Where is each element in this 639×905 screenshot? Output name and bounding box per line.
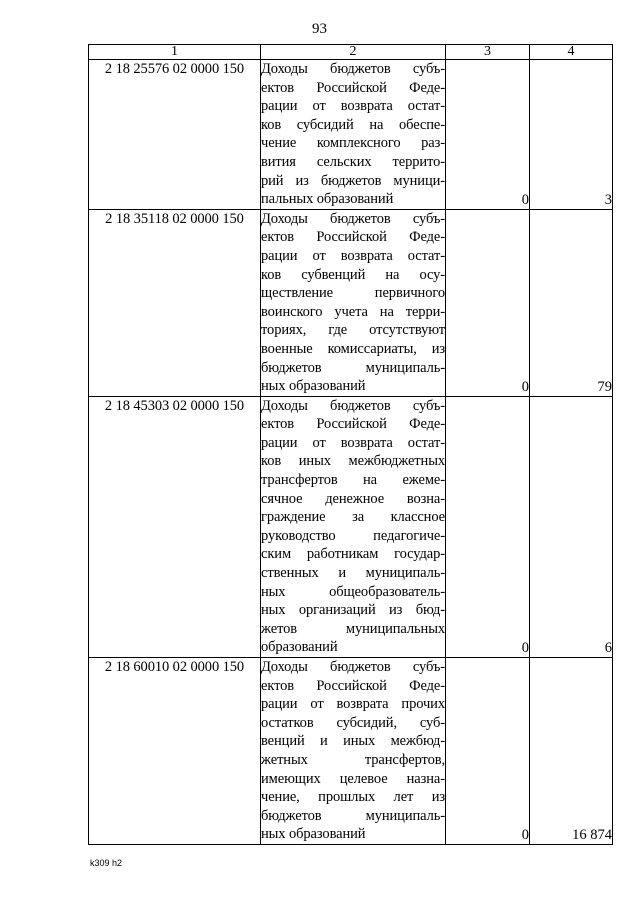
revenue-description [261, 658, 446, 845]
description-line: образований [261, 639, 338, 656]
description-line: Доходы бюджетов субъ- [261, 659, 445, 675]
description-line: трансфертов на ежеме- [261, 472, 445, 489]
description-line: венций и иных межбюд- [261, 733, 445, 750]
column-3-value: 0 [446, 209, 530, 396]
revenue-description [261, 60, 446, 210]
description-line: ществление первичного [261, 285, 445, 302]
description-line: чение комплексного раз- [261, 135, 445, 152]
revenue-code: 2 18 35118 02 0000 150 [89, 209, 261, 396]
table-row [89, 658, 613, 845]
description-line: пальных образований [261, 191, 394, 208]
column-header-3: 3 [446, 45, 530, 60]
column-4-value: 79 [530, 209, 613, 396]
budget-table [88, 44, 613, 845]
column-header-4: 4 [530, 45, 613, 60]
description-line: ков иных межбюджетных [261, 453, 445, 470]
description-line: рий из бюджетов муници- [261, 172, 445, 189]
description-line: ков субсидий на обеспе- [261, 116, 445, 133]
description-line: ектов Российской Феде- [261, 79, 445, 96]
column-3-value: 0 [446, 658, 530, 845]
description-line: рации от возврата остат- [261, 98, 445, 115]
description-line: ственных и муниципаль- [261, 565, 445, 582]
description-line: ных образований [261, 378, 366, 395]
description-line: рации от возврата прочих [261, 696, 445, 713]
description-line: бюджетов муниципаль- [261, 359, 445, 376]
description-line: остатков субсидий, суб- [261, 714, 445, 731]
description-line: имеющих целевое назна- [261, 770, 445, 787]
description-line: рации от возврата остат- [261, 247, 445, 264]
description-line: ных образований [261, 826, 366, 843]
column-3-value: 0 [446, 396, 530, 657]
description-line: ектов Российской Феде- [261, 416, 445, 433]
description-line: ектов Российской Феде- [261, 229, 445, 246]
revenue-description [261, 209, 446, 396]
revenue-description [261, 396, 446, 657]
description-line: Доходы бюджетов субъ- [261, 61, 445, 77]
column-header-2: 2 [261, 45, 446, 60]
description-line: бюджетов муниципаль- [261, 807, 445, 824]
description-line: вития сельских террито- [261, 153, 445, 170]
footer-code: k309 h2 [90, 858, 123, 868]
description-line: воинского учета на терри- [261, 303, 445, 320]
description-line: ториях, где отсутствуют [261, 322, 445, 339]
description-line: ектов Российской Феде- [261, 677, 445, 694]
revenue-code: 2 18 45303 02 0000 150 [89, 396, 261, 657]
table-header-row [89, 45, 613, 60]
column-3-value: 0 [446, 60, 530, 210]
description-line: ским работникам государ- [261, 546, 445, 563]
description-line: ков субвенций на осу- [261, 266, 445, 283]
column-4-value: 16 874 [530, 658, 613, 845]
table-row [89, 60, 613, 210]
description-line: чение, прошлых лет из [261, 789, 445, 806]
description-line: жетных трансфертов, [261, 751, 445, 768]
description-line: жетов муниципальных [261, 620, 445, 637]
table-row [89, 209, 613, 396]
description-line: ных организаций из бюд- [261, 602, 445, 619]
description-line: рации от возврата остат- [261, 434, 445, 451]
description-line: Доходы бюджетов субъ- [261, 397, 445, 414]
table-row [89, 396, 613, 657]
column-4-value: 6 [530, 396, 613, 657]
revenue-code: 2 18 25576 02 0000 150 [89, 60, 261, 210]
page-number: 93 [312, 21, 327, 37]
description-line: ных общеобразователь- [261, 583, 445, 600]
description-line: граждение за классное [261, 509, 445, 526]
description-line: руководство педагогиче- [261, 527, 445, 544]
description-line: Доходы бюджетов субъ- [261, 210, 445, 227]
column-header-1: 1 [89, 45, 261, 60]
table-body [89, 60, 613, 845]
description-line: военные комиссариаты, из [261, 340, 445, 357]
column-4-value: 3 [530, 60, 613, 210]
revenue-code: 2 18 60010 02 0000 150 [89, 658, 261, 845]
description-line: сячное денежное возна- [261, 490, 445, 507]
